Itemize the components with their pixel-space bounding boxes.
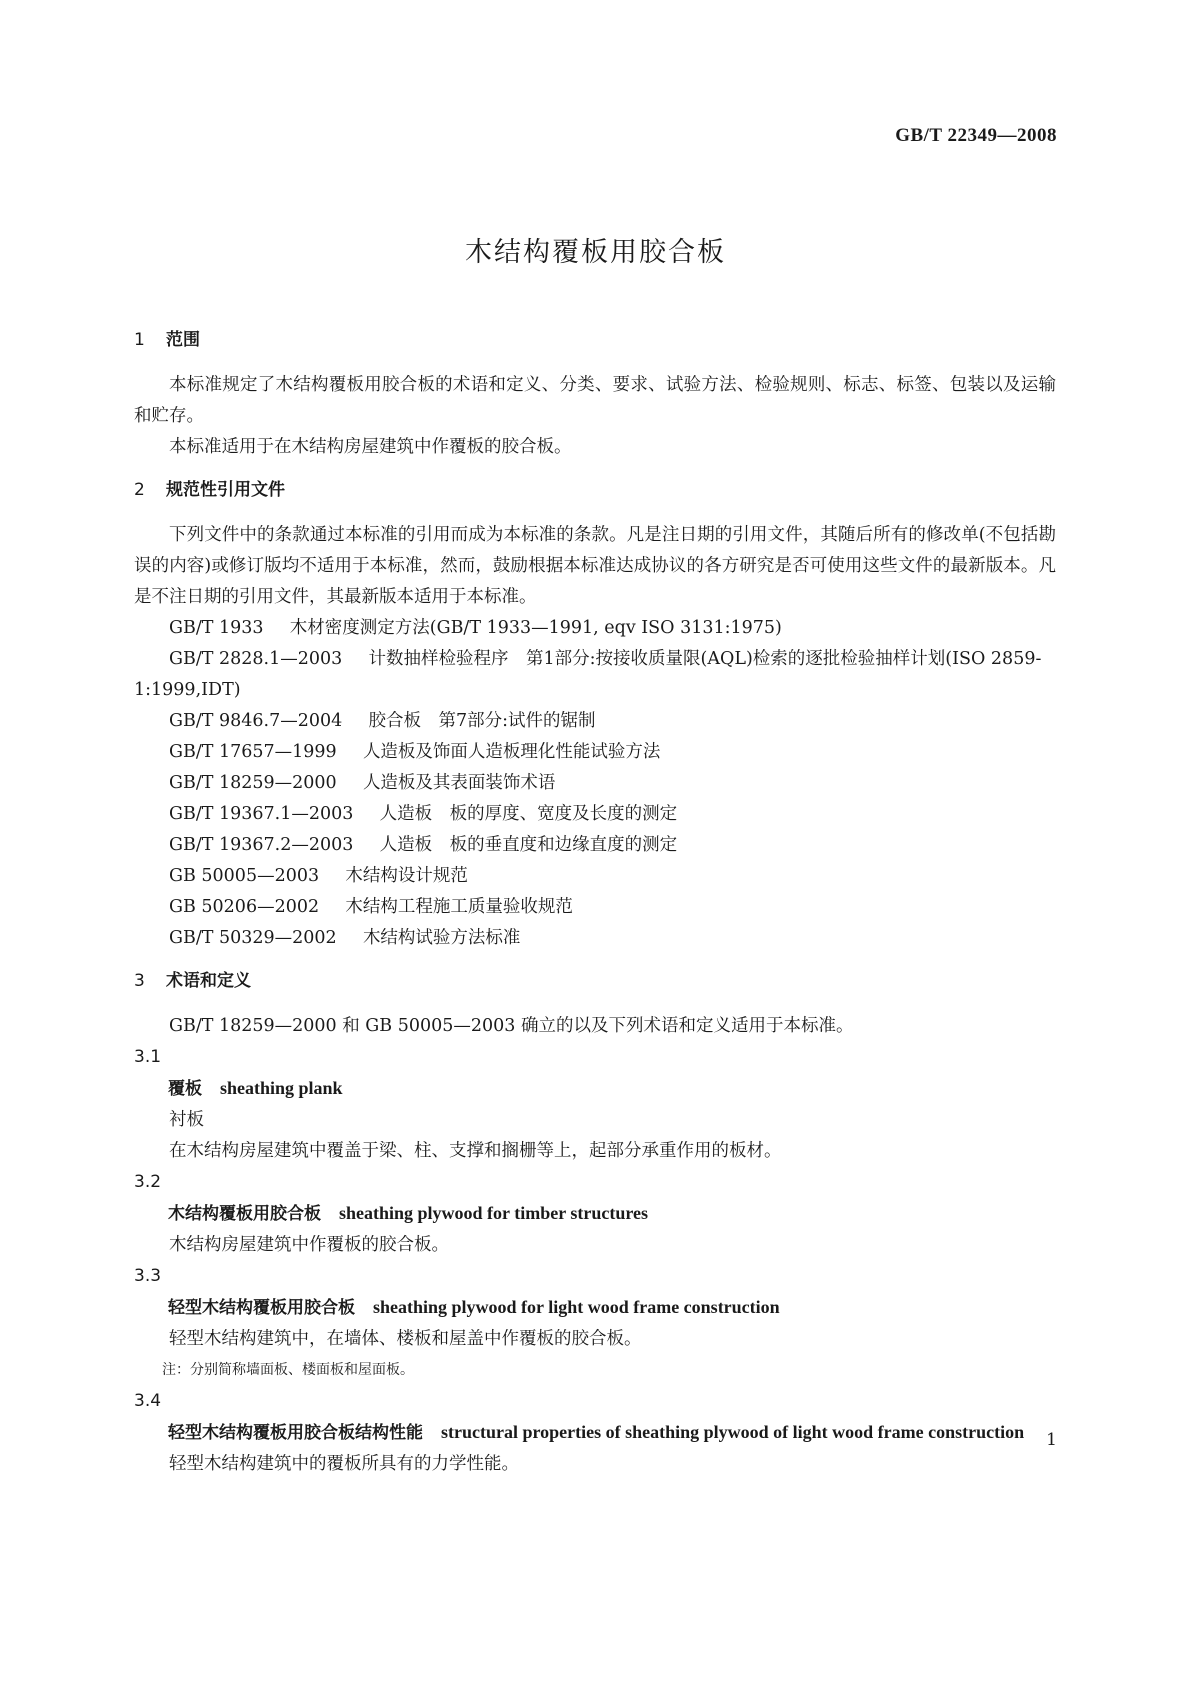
paragraph: 本标准适用于在木结构房屋建筑中作覆板的胶合板。 — [169, 437, 572, 457]
reference-title: 木结构设计规范 — [345, 866, 468, 886]
reference-title: 人造板及饰面人造板理化性能试验方法 — [362, 742, 661, 762]
term-name-en: sheathing plywood for light wood frame construction — [373, 1297, 780, 1317]
reference-item — [134, 799, 1056, 830]
term-name-en: structural properties of sheathing plywood of light wood frame construction — [441, 1422, 1025, 1442]
term-definition: 轻型木结构建筑中的覆板所具有的力学性能。 — [169, 1454, 519, 1474]
term-synonym: 衬板 — [169, 1110, 204, 1130]
page-number: 1 — [1046, 1430, 1057, 1450]
reference-title: 木结构试验方法标准 — [362, 928, 521, 948]
section-heading — [134, 966, 1056, 997]
reference-item — [134, 892, 1056, 923]
reference-title: 人造板 板的垂直度和边缘直度的测定 — [379, 835, 678, 855]
term-number: 3.1 — [134, 1047, 162, 1067]
reference-code: GB/T 9846.7—2004 — [169, 711, 343, 731]
section-title: 范围 — [166, 330, 200, 350]
reference-title: 木结构工程施工质量验收规范 — [345, 897, 573, 917]
term-number: 3.3 — [134, 1266, 162, 1286]
term-name — [134, 1292, 1056, 1324]
reference-code: GB 50005—2003 — [169, 866, 320, 886]
section-title: 规范性引用文件 — [166, 480, 285, 500]
term-name-cn: 覆板 — [168, 1079, 202, 1099]
reference-code: GB/T 19367.1—2003 — [169, 804, 354, 824]
section-terms-definitions — [134, 966, 1056, 1480]
reference-title: 木材密度测定方法(GB/T 1933—1991, eqv ISO 3131:1975) — [289, 618, 782, 638]
term-name — [134, 1417, 1056, 1449]
reference-code: GB/T 2828.1—2003 — [169, 649, 343, 669]
term-name-en: sheathing plywood for timber structures — [339, 1203, 649, 1223]
term-name-cn: 木结构覆板用胶合板 — [168, 1204, 321, 1224]
section-number: 3 — [134, 971, 145, 991]
reference-item — [134, 923, 1056, 954]
paragraph: 下列文件中的条款通过本标准的引用而成为本标准的条款。凡是注日期的引用文件，其随后所有的修改单(不包括勘误的内容)或修订版均不适用于本标准，然而，鼓励根据本标准达成协议的各方研究是否可使用这些文件的最新版本。凡是不注日期的引用文件，其最新版本适用于本标准。 — [134, 525, 1056, 607]
reference-item — [134, 861, 1056, 892]
reference-code: GB/T 17657—1999 — [169, 742, 337, 762]
reference-title: 人造板及其表面装饰术语 — [362, 773, 556, 793]
term-number: 3.4 — [134, 1391, 162, 1411]
term-number: 3.2 — [134, 1172, 162, 1192]
section-number: 2 — [134, 480, 145, 500]
standard-code: GB/T 22349—2008 — [895, 125, 1057, 146]
reference-title: 计数抽样检验程序 第1部分:按接收质量限(AQL)检索的逐批检验抽样计划(ISO 2859-1:1999,IDT) — [134, 649, 1042, 700]
reference-code: GB/T 19367.2—2003 — [169, 835, 354, 855]
term-note: 注：分别简称墙面板、楼面板和屋面板。 — [162, 1362, 414, 1378]
section-heading — [134, 475, 1056, 506]
reference-code: GB/T 18259—2000 — [169, 773, 337, 793]
reference-title: 胶合板 第7部分:试件的锯制 — [368, 711, 596, 731]
section-heading — [134, 325, 1056, 356]
term-name-cn: 轻型木结构覆板用胶合板结构性能 — [168, 1423, 423, 1443]
reference-item — [134, 644, 1056, 706]
document-body — [134, 325, 1056, 1492]
reference-code: GB 50206—2002 — [169, 897, 320, 917]
reference-item — [134, 768, 1056, 799]
reference-item — [134, 737, 1056, 768]
term-definition: 在木结构房屋建筑中覆盖于梁、柱、支撑和搁栅等上，起部分承重作用的板材。 — [169, 1141, 782, 1161]
section-scope — [134, 325, 1056, 463]
reference-item — [134, 613, 1056, 644]
term-name-cn: 轻型木结构覆板用胶合板 — [168, 1298, 355, 1318]
term-name-en: sheathing plank — [220, 1078, 343, 1098]
term-name — [134, 1198, 1056, 1230]
reference-code: GB/T 1933 — [169, 618, 264, 638]
paragraph: 本标准规定了木结构覆板用胶合板的术语和定义、分类、要求、试验方法、检验规则、标志、标签、包装以及运输和贮存。 — [134, 375, 1056, 426]
section-title: 术语和定义 — [166, 971, 251, 991]
term-name — [134, 1073, 1056, 1105]
section-number: 1 — [134, 330, 145, 350]
reference-title: 人造板 板的厚度、宽度及长度的测定 — [379, 804, 678, 824]
section-normative-references — [134, 475, 1056, 954]
paragraph: GB/T 18259—2000 和 GB 50005—2003 确立的以及下列术语和定义适用于本标准。 — [169, 1016, 854, 1036]
reference-item — [134, 706, 1056, 737]
term-definition: 轻型木结构建筑中，在墙体、楼板和屋盖中作覆板的胶合板。 — [169, 1329, 642, 1349]
reference-item — [134, 830, 1056, 861]
reference-code: GB/T 50329—2002 — [169, 928, 337, 948]
document-title: 木结构覆板用胶合板 — [465, 237, 726, 268]
term-definition: 木结构房屋建筑中作覆板的胶合板。 — [169, 1235, 449, 1255]
